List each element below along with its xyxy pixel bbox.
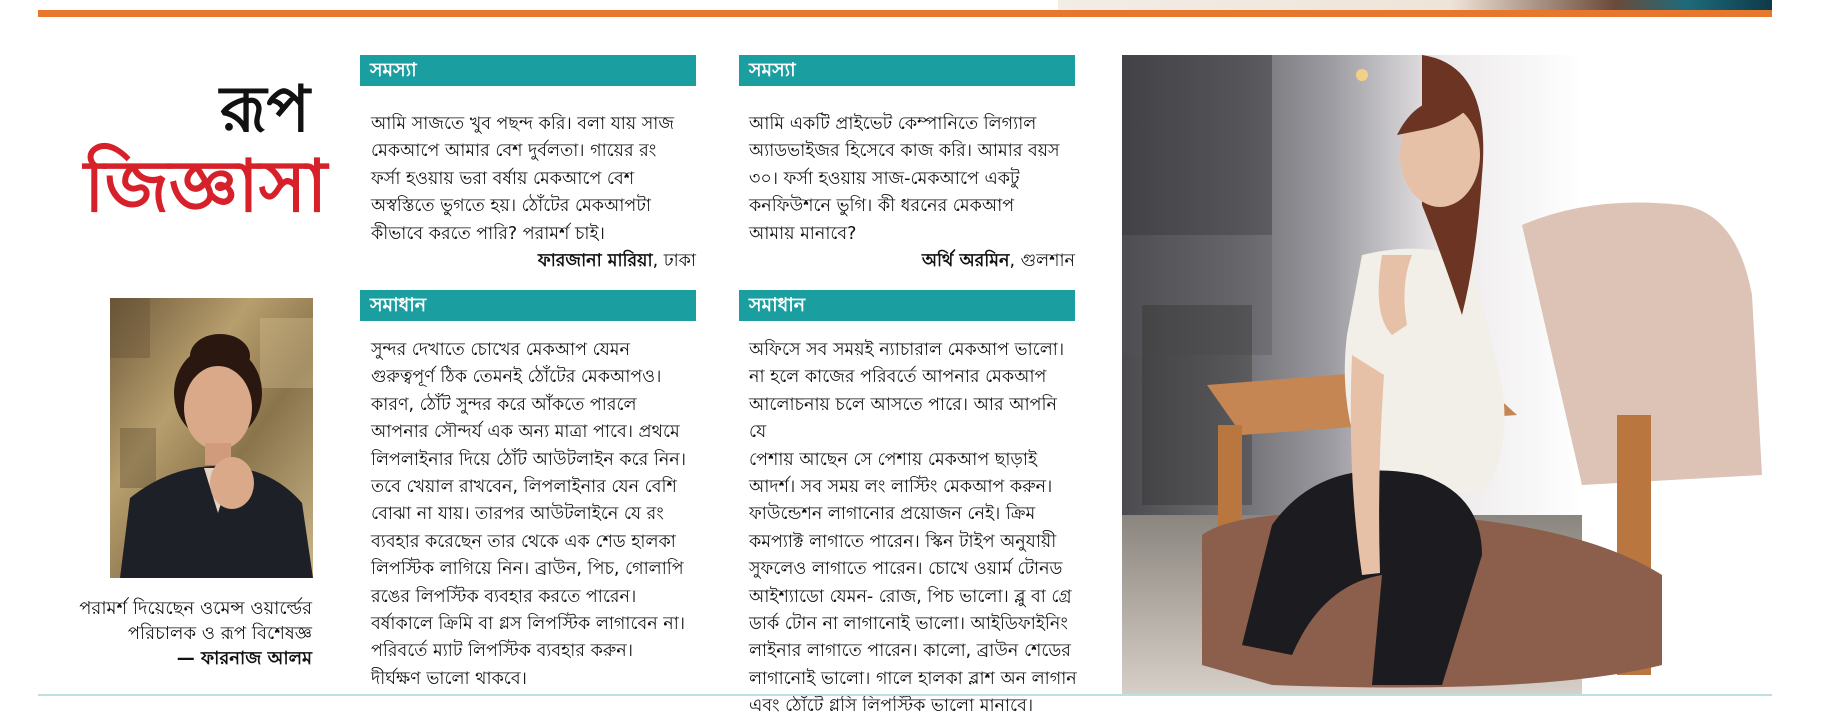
col2-solution-line: ডার্ক টোন না লাগানোই ভালো। আইডিফাইনিং [749, 614, 1068, 635]
col1-problem-line: আমি সাজতে খুব পছন্দ করি। বলা যায় সাজ [371, 114, 675, 134]
col2-solution-header: সমাধান [739, 290, 1075, 321]
col1-solution-line: আপনার সৌন্দর্য এক অন্য মাত্রা পাবে। প্রথমে [371, 422, 680, 443]
col2-asker-place: , গুলশান [1009, 251, 1075, 271]
col2-problem-line: কনফিউশনে ভুগি। কী ধরনের মেকআপ [749, 196, 1015, 217]
model-illustration [1122, 55, 1772, 695]
col2-problem-line: ৩০। ফর্সা হওয়ায় সাজ-মেকআপে একটু [749, 168, 1020, 189]
col1-problem-text [371, 111, 696, 248]
col2-solution-line: লাইনার লাগাতে পারেন। কালো, ব্রাউন শেডের [749, 641, 1071, 662]
col2-solution-line: অফিসে সব সময়ই ন্যাচারাল মেকআপ ভালো। [749, 340, 1065, 360]
col2-solution-line: এবং ঠোঁটে গ্লসি লিপস্টিক ভালো মানাবে। [749, 696, 1034, 717]
top-accent-rule [38, 10, 1772, 17]
model-photo [1122, 55, 1772, 695]
col1-problem-line: কীভাবে করতে পারি? পরামর্শ চাই। [371, 223, 605, 244]
col2-solution-line: ফাউন্ডেশন লাগানোর প্রয়োজন নেই। ক্রিম [749, 504, 1036, 525]
credit-expert-name: — ফারনাজ আলম [176, 648, 312, 669]
col2-solution-line: কমপ্যাক্ট লাগাতে পারেন। স্কিন টাইপ অনুযায়ী [749, 531, 1057, 552]
col2-solution-line: আদর্শ। সব সময় লং লাস্টিং মেকআপ করুন। [749, 477, 1053, 498]
col1-solution-line: লিপলাইনার দিয়ে ঠোঁট আউটলাইন করে নিন। [371, 449, 687, 470]
col1-solution-header: সমাধান [360, 290, 696, 321]
col2-solution-line: লাগানোই ভালো। গালে হালকা ব্লাশ অন লাগান [749, 668, 1077, 689]
col1-solution-text [371, 337, 701, 693]
section-title-rup: রূপ [219, 72, 310, 147]
col2-solution-text [749, 337, 1079, 721]
expert-credit [40, 596, 312, 671]
col1-solution-line: ব্যবহার করেছেন তার থেকে এক শেড হালকা [371, 531, 676, 552]
col2-solution-line: সুফলেও লাগাতে পারেন। চোখে ওয়ার্ম টোনড [749, 559, 1063, 580]
col2-solution-line: আইশ্যাডো যেমন- রোজ, পিচ ভালো। ব্লু বা গ্রে [749, 586, 1072, 607]
expert-portrait-illustration [110, 298, 313, 578]
col1-solution-line: বোঝা না যায়। তারপর আউটলাইনে যে রং [371, 504, 664, 525]
col2-problem-line: আমি একটি প্রাইভেট কেম্পানিতে লিগ্যাল [749, 114, 1037, 134]
col1-asker-byline [371, 248, 696, 274]
col1-problem-line: ফর্সা হওয়ায় ভরা বর্ষায় মেকআপে বেশ [371, 168, 635, 189]
col1-solution-line: দীর্ঘক্ষণ ভালো থাকবে। [371, 668, 527, 689]
col2-problem-header: সমস্যা [739, 55, 1075, 86]
col1-solution-line: গুরুত্বপূর্ণ ঠিক তেমনই ঠোঁটের মেকআপও। [371, 367, 662, 388]
col1-solution-line: সুন্দর দেখাতে চোখের মেকআপ যেমন [371, 340, 630, 360]
col1-asker-name: ফারজানা মারিয়া [537, 251, 653, 271]
credit-line-2: পরিচালক ও রূপ বিশেষজ্ঞ [127, 623, 312, 644]
col1-problem-line: মেকআপে আমার বেশ দুর্বলতা। গায়ের রং [371, 141, 657, 162]
col2-solution-line: না হলে কাজের পরিবর্তে আপনার মেকআপ [749, 367, 1047, 388]
col2-asker-byline [749, 248, 1075, 274]
col1-solution-line: তবে খেয়াল রাখবেন, লিপলাইনার যেন বেশি [371, 477, 677, 498]
col1-asker-place: , ঢাকা [652, 251, 696, 271]
credit-line-1: পরামর্শ দিয়েছেন ওমেন্স ওয়ার্ল্ডের [79, 598, 312, 619]
col1-solution-line: লিপস্টিক লাগিয়ে নিন। ব্রাউন, পিচ, গোলাপি [371, 559, 684, 580]
col1-problem-line: অস্বস্তিতে ভুগতে হয়। ঠোঁটের মেকআপটা [371, 196, 651, 217]
section-title-jiggasa: জিজ্ঞাসা [84, 143, 328, 228]
previous-page-photo-edge [1058, 0, 1772, 10]
col2-problem-line: অ্যাডভাইজর হিসেবে কাজ করি। আমার বয়স [749, 141, 1060, 162]
col1-solution-line: কারণ, ঠোঁট সুন্দর করে আঁকতে পারলে [371, 394, 637, 415]
col1-solution-line: বর্ষাকালে ক্রিমি বা গ্লস লিপস্টিক লাগাবেন না। [371, 614, 686, 635]
col2-solution-line: পেশায় আছেন সে পেশায় মেকআপ ছাড়াই [749, 449, 1038, 470]
col2-problem-line: আমায় মানাবে? [749, 223, 857, 244]
col2-problem-text [749, 111, 1075, 248]
bottom-rule [38, 694, 1772, 696]
col2-asker-name: অর্থি অরমিন [921, 251, 1010, 271]
col1-problem-header: সমস্যা [360, 55, 696, 86]
col1-solution-line: পরিবর্তে ম্যাট লিপস্টিক ব্যবহার করুন। [371, 641, 633, 662]
col2-solution-line: আলোচনায় চলে আসতে পারে। আর আপনি যে [749, 394, 1057, 443]
expert-photo [110, 298, 313, 578]
col1-solution-line: রঙের লিপস্টিক ব্যবহার করতে পারেন। [371, 586, 637, 607]
